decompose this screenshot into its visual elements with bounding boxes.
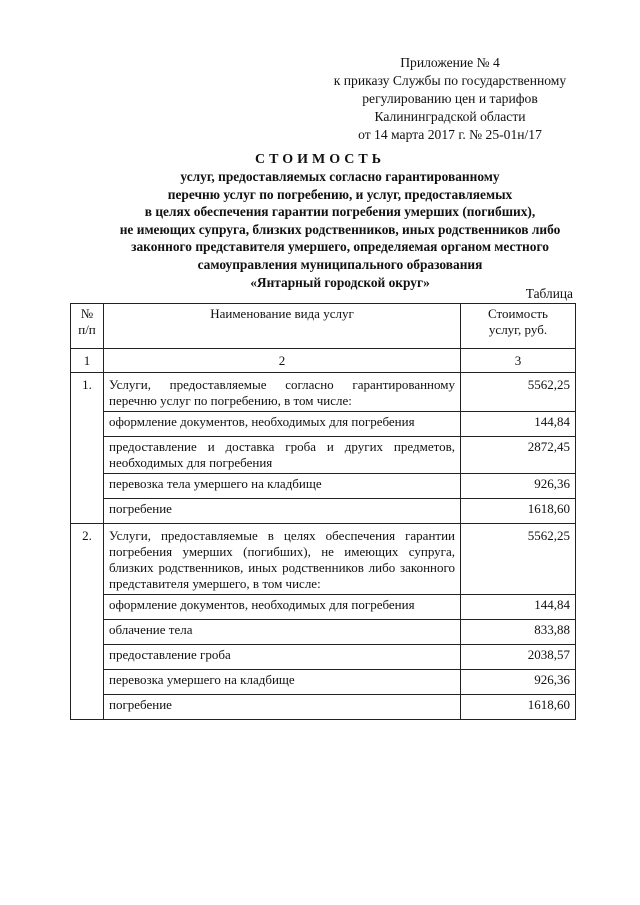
- service-group-name: Услуги, предоставляемые согласно гарантированному перечню услуг по погребению, в том числе:: [104, 373, 461, 412]
- services-cost-table: [70, 303, 576, 720]
- column-index: 1: [71, 349, 104, 373]
- header-number-line2: п/п: [78, 322, 96, 337]
- table-row-group: [71, 524, 576, 595]
- service-name: перевозка умершего на кладбище: [104, 670, 461, 695]
- service-cost: 1618,60: [461, 695, 576, 720]
- service-cost: 833,88: [461, 620, 576, 645]
- document-subtitle: [60, 168, 620, 291]
- service-name: оформление документов, необходимых для погребения: [104, 595, 461, 620]
- header-cost: [461, 304, 576, 349]
- service-name: облачение тела: [104, 620, 461, 645]
- header-cost-line1: Стоимость: [488, 306, 548, 321]
- table-row: [71, 645, 576, 670]
- subtitle-line: услуг, предоставляемых согласно гарантированному: [180, 169, 500, 184]
- header-number: [71, 304, 104, 349]
- table-row: [71, 620, 576, 645]
- table-row: [71, 670, 576, 695]
- header-service-name: Наименование вида услуг: [104, 304, 461, 349]
- row-number: 2.: [71, 524, 104, 720]
- annex-region: Калининградской области: [374, 109, 526, 124]
- row-number: 1.: [71, 373, 104, 524]
- service-group-name: Услуги, предоставляемые в целях обеспечения гарантии погребения умерших (погибших), не имеющих супруга, близких родственников, иных родственников либо законного представителя умершего, в том числе:: [104, 524, 461, 595]
- table-row: [71, 474, 576, 499]
- service-cost: 1618,60: [461, 499, 576, 524]
- annex-date-number: от 14 марта 2017 г. № 25-01н/17: [358, 127, 542, 142]
- service-name: перевозка тела умершего на кладбище: [104, 474, 461, 499]
- document-title: СТОИМОСТЬ: [254, 152, 386, 167]
- subtitle-line: самоуправления муниципального образования: [197, 256, 483, 272]
- subtitle-line: в целях обеспечения гарантии погребения умерших (погибших),: [144, 204, 536, 220]
- column-index-row: [71, 349, 576, 373]
- annex-order-ref: к приказу Службы по государственному: [333, 73, 567, 88]
- table-row: [71, 499, 576, 524]
- service-name: предоставление и доставка гроба и других предметов, необходимых для погребения: [104, 437, 461, 474]
- subtitle-line: не имеющих супруга, близких родственников, иных родственников либо: [119, 221, 561, 237]
- subtitle-line: перечню услуг по погребению, и услуг, предоставляемых: [167, 186, 513, 202]
- service-name: погребение: [104, 499, 461, 524]
- table-row: [71, 695, 576, 720]
- subtitle-line: «Янтарный городской округ»: [250, 274, 430, 290]
- table-row-group: [71, 373, 576, 412]
- service-cost: 144,84: [461, 595, 576, 620]
- header-cost-line2: услуг, руб.: [488, 322, 548, 337]
- service-cost: 926,36: [461, 474, 576, 499]
- service-group-cost: 5562,25: [461, 373, 576, 412]
- subtitle-line: законного представителя умершего, определяемая органом местного: [131, 239, 549, 255]
- service-group-cost: 5562,25: [461, 524, 576, 595]
- header-number-line1: №: [80, 306, 94, 321]
- column-index: 3: [461, 349, 576, 373]
- table-row: [71, 412, 576, 437]
- service-cost: 2872,45: [461, 437, 576, 474]
- table-header-row: [71, 304, 576, 349]
- service-name: оформление документов, необходимых для погребения: [104, 412, 461, 437]
- service-name: предоставление гроба: [104, 645, 461, 670]
- table-row: [71, 437, 576, 474]
- service-cost: 144,84: [461, 412, 576, 437]
- service-cost: 2038,57: [461, 645, 576, 670]
- service-cost: 926,36: [461, 670, 576, 695]
- annex-order-ref-2: регулированию цен и тарифов: [362, 91, 538, 106]
- annex-title: Приложение № 4: [400, 55, 500, 70]
- annex-header: [300, 54, 600, 144]
- column-index: 2: [104, 349, 461, 373]
- table-row: [71, 595, 576, 620]
- service-name: погребение: [104, 695, 461, 720]
- table-caption: Таблица: [525, 286, 573, 301]
